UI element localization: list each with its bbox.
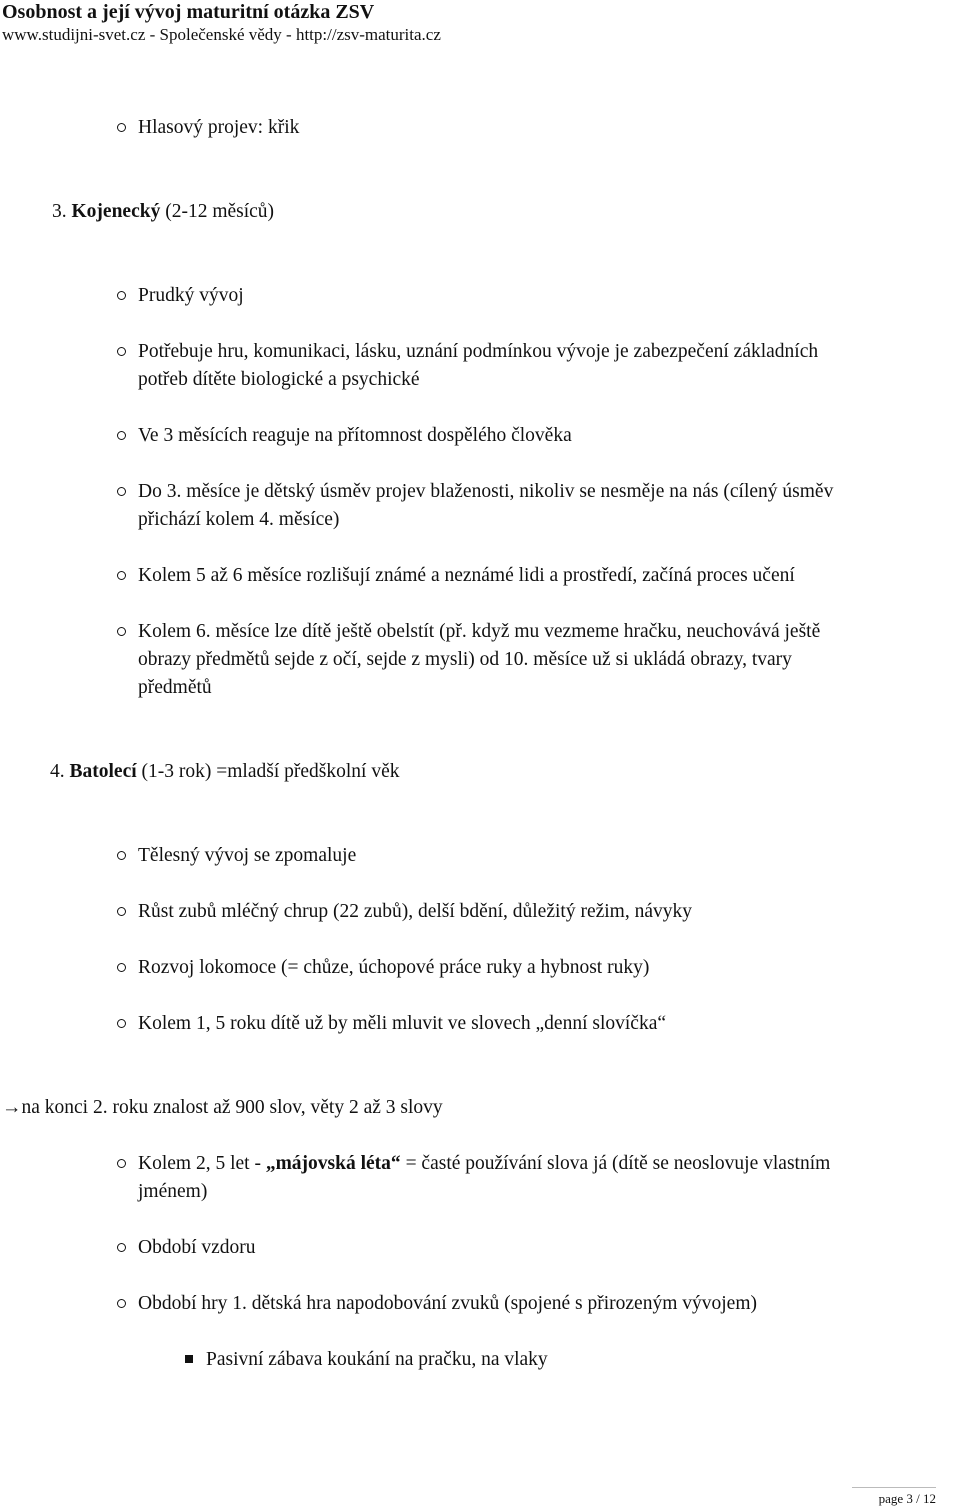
arrow-note-text: na konci 2. roku znalost až 900 slov, věty 2 až 3 slovy [21, 1097, 443, 1118]
page-header [2, 0, 942, 46]
page-number: page 3 / 12 [878, 1491, 936, 1506]
list-item: Růst zubů mléčný chrup (22 zubů), delší bdění, důležitý režim, návyky [138, 901, 692, 922]
heading-bold: Kojenecký [71, 201, 161, 222]
circle-bullet-icon [117, 618, 129, 646]
document-title: Osobnost a její vývoj maturitní otázka ZSV [2, 1, 375, 23]
list-item: Potřebuje hru, komunikaci, lásku, uznání podmínkou vývoje je zabezpečení základních [138, 341, 819, 362]
list-item: Období hry 1. dětská hra napodobování zvuků (spojené s přirozeným vývojem) [138, 1293, 757, 1314]
list-item-text: Kolem 2, 5 let - [138, 1153, 266, 1174]
list-item-cont: předmětů [138, 677, 212, 698]
circle-bullet-icon [117, 282, 129, 310]
document-subtitle: www.studijni-svet.cz - Společenské vědy - http://zsv-maturita.cz [2, 25, 441, 44]
list-item: Období vzdoru [138, 1237, 256, 1258]
arrow-note [2, 1094, 443, 1122]
list-item: Do 3. měsíce je dětský úsměv projev blaženosti, nikoliv se nesměje na nás (cílený úsměv [138, 481, 834, 502]
list-item: Tělesný vývoj se zpomaluje [138, 845, 357, 866]
list-item-cont: obrazy předmětů sejde z očí, sejde z mysli) od 10. měsíce už si ukládá obrazy, tvary [138, 649, 792, 670]
list-item: Ve 3 měsících reaguje na přítomnost dospělého člověka [138, 425, 572, 446]
circle-bullet-icon [117, 842, 129, 870]
circle-bullet-icon [117, 422, 129, 450]
square-bullet-icon [185, 1346, 195, 1374]
circle-bullet-icon [117, 1290, 129, 1318]
circle-bullet-icon [117, 562, 129, 590]
circle-bullet-icon [117, 1234, 129, 1262]
heading-number: 4. [50, 761, 70, 782]
circle-bullet-icon [117, 1010, 129, 1038]
list-item: Kolem 5 až 6 měsíce rozlišují známé a neznámé lidi a prostředí, začíná proces učení [138, 565, 795, 586]
circle-bullet-icon [117, 1150, 129, 1178]
list-item-cont: přichází kolem 4. měsíce) [138, 509, 340, 530]
list-item: Hlasový projev: křik [138, 117, 300, 138]
list-item-bold: „májovská léta“ [265, 1153, 401, 1174]
list-item-cont: jménem) [138, 1181, 208, 1202]
heading-bold: Batolecí [69, 761, 137, 782]
circle-bullet-icon [117, 338, 129, 366]
footer-divider [852, 1487, 936, 1488]
section-heading-3 [52, 198, 274, 226]
list-item: Prudký vývoj [138, 285, 244, 306]
heading-number: 3. [52, 201, 72, 222]
list-item: Rozvoj lokomoce (= chůze, úchopové práce ruky a hybnost ruky) [138, 957, 650, 978]
circle-bullet-icon [117, 478, 129, 506]
heading-rest: (1-3 rok) =mladší předškolní věk [136, 761, 400, 782]
list-item-cont: potřeb dítěte biologické a psychické [138, 369, 420, 390]
list-item [138, 1150, 830, 1178]
circle-bullet-icon [117, 954, 129, 982]
circle-bullet-icon [117, 114, 129, 142]
circle-bullet-icon [117, 898, 129, 926]
right-arrow-icon: → [2, 1097, 22, 1118]
heading-rest: (2-12 měsíců) [160, 201, 275, 222]
list-item-text: = časté používání slova já (dítě se neoslovuje vlastním [400, 1153, 831, 1174]
sub-list-item: Pasivní zábava koukání na pračku, na vlaky [206, 1349, 548, 1370]
list-item: Kolem 6. měsíce lze dítě ještě obelstít (př. když mu vezmeme hračku, neuchovává ještě [138, 621, 821, 642]
list-item: Kolem 1, 5 roku dítě už by měli mluvit ve slovech „denní slovíčka“ [138, 1013, 667, 1034]
section-heading-4 [50, 758, 399, 786]
